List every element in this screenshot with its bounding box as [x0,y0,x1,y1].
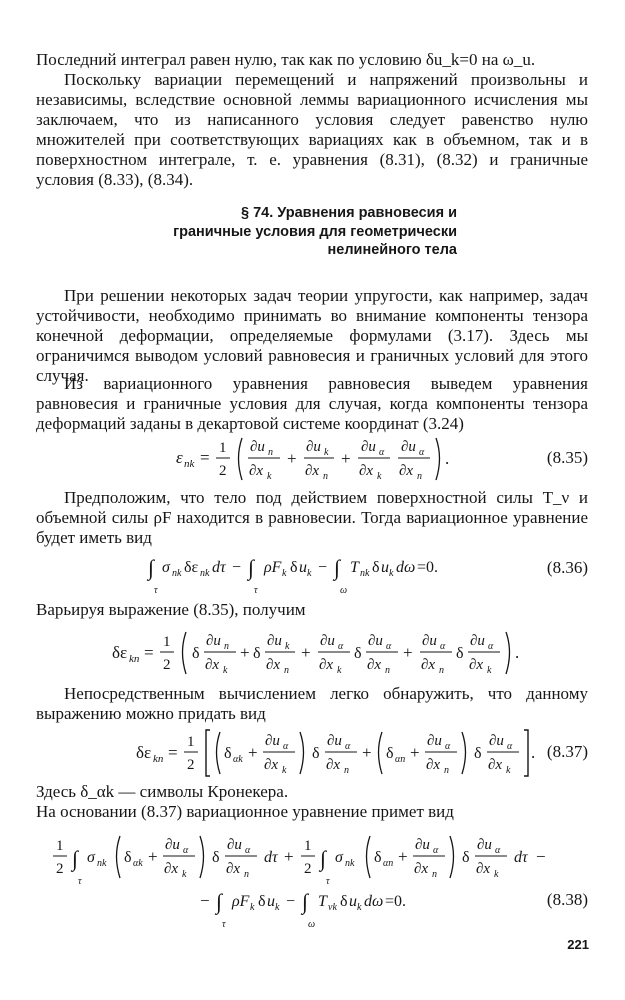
svg-text:αn: αn [383,858,394,869]
svg-text:+: + [403,643,413,662]
svg-text:−: − [286,893,296,910]
svg-text:=: = [200,448,210,467]
paragraph-8 [36,782,588,802]
svg-text:u: u [267,893,275,910]
svg-text:∂u: ∂u [368,633,383,649]
paragraph-4 [36,374,588,434]
svg-text:∂x: ∂x [414,861,429,877]
svg-text:∂u: ∂u [489,733,504,749]
equation-8-36 [36,548,588,598]
svg-text:k: k [182,869,187,880]
svg-text:1: 1 [304,838,312,854]
svg-text:∫: ∫ [72,846,79,871]
svg-text:+: + [362,743,372,762]
svg-text:α: α [433,845,439,856]
svg-text:∫: ∫ [248,555,255,580]
paragraph-9 [36,802,588,822]
svg-text:k: k [275,902,280,913]
svg-text:ρF: ρF [264,559,282,576]
svg-text:α: α [386,641,392,652]
svg-text:τ: τ [326,876,330,887]
para4-text: Из вариационного уравнения равновесия выведем уравнения равновесия и граничные условия для случая, когда компоненты тензора деформаций заданы в декартовой системе координат (3.24) [36,374,588,433]
svg-text:δ: δ [340,893,348,910]
svg-text:u: u [381,559,389,576]
svg-text:νk: νk [328,902,337,913]
svg-text:2: 2 [219,463,227,479]
svg-text:∂u: ∂u [320,633,335,649]
svg-text:k: k [377,471,382,482]
svg-text:δ: δ [372,559,380,576]
svg-text:ω: ω [340,585,348,596]
svg-text:∂x: ∂x [164,861,179,877]
svg-text:α: α [488,641,494,652]
svg-text:n: n [432,869,437,880]
equation-8-37-number: (8.37) [546,742,588,761]
svg-text:τ: τ [222,919,226,930]
svg-text:∫: ∫ [302,889,309,914]
para3-text: При решении некоторых задач теории упругости, как например, задач устойчивости, необходимо принимать во внимание компоненты тензора конечной деформации, определяемые формулами (3.17). Здесь мы ограничимся выводом условий равновесия и граничных условий для этого случая. [36,286,588,385]
svg-text:n: n [244,869,249,880]
svg-text:dτ: dτ [264,849,278,866]
equation-variation [36,624,588,674]
svg-text:∂u: ∂u [477,837,492,853]
svg-text:n: n [268,447,273,458]
svg-text:k: k [282,765,287,776]
svg-text:σ: σ [335,849,343,866]
paragraph-2 [36,70,588,190]
svg-text:=0.: =0. [385,893,407,910]
svg-text:T: T [350,559,359,576]
equation-8-38-line-2 [36,882,588,932]
svg-text:.: . [531,743,536,762]
svg-text:∂x: ∂x [266,657,281,673]
svg-text:k: k [389,568,394,579]
equation-8-36-number: (8.36) [546,558,588,577]
svg-text:∂x: ∂x [205,657,220,673]
svg-text:n: n [385,665,390,676]
svg-text:2: 2 [187,757,195,773]
para2-text: Поскольку вариации перемещений и напряжений произвольны и независимы, вследствие основной леммы вариационного исчисления мы заключаем, что из написанного условия следует равенство нулю множителей при соответствующих вариациях как в объемном, так и в поверхностном интеграле, т. е. уравнения (8.31), (8.32) и граничные условия (8.33), (8.34). [36,70,588,189]
svg-text:δ: δ [474,745,482,762]
svg-text:∂u: ∂u [206,633,221,649]
svg-text:∂u: ∂u [422,633,437,649]
svg-text:δ: δ [258,893,266,910]
svg-text:1: 1 [219,440,227,456]
svg-text:∂x: ∂x [399,463,414,479]
svg-text:1: 1 [187,734,195,750]
para8-text: Здесь δ_αk — символы Кронекера. [36,782,289,801]
svg-text:∂x: ∂x [367,657,382,673]
svg-text:∂u: ∂u [427,733,442,749]
svg-text:∂x: ∂x [426,757,441,773]
svg-text:∂u: ∂u [227,837,242,853]
equation-8-35-formula [36,430,506,486]
svg-text:τ: τ [78,876,82,887]
equation-8-37-formula [36,724,536,780]
svg-text:.: . [515,643,520,662]
svg-text:n: n [323,471,328,482]
svg-text:α: α [183,845,189,856]
svg-text:δε: δε [184,559,199,576]
svg-text:δ: δ [462,849,470,866]
svg-text:dω: dω [364,893,384,910]
svg-text:=: = [168,743,178,762]
svg-text:δ: δ [224,745,232,762]
svg-text:−: − [232,559,242,576]
svg-text:n: n [439,665,444,676]
svg-text:δ: δ [290,559,298,576]
svg-text:∂x: ∂x [421,657,436,673]
svg-text:∫: ∫ [320,846,327,871]
svg-text:+: + [284,847,294,866]
page-number: 221 [567,937,589,952]
svg-text:∂x: ∂x [264,757,279,773]
svg-text:nk: nk [172,568,182,579]
svg-text:=0.: =0. [417,559,439,576]
svg-text:k: k [506,765,511,776]
para6-text: Варьируя выражение (8.35), получим [36,600,306,619]
svg-text:δ: δ [312,745,320,762]
svg-text:α: α [338,641,344,652]
svg-text:nk: nk [200,568,210,579]
svg-text:∂u: ∂u [401,439,416,455]
svg-text:+: + [410,743,420,762]
svg-text:T: T [318,893,327,910]
paragraph-3 [36,286,588,386]
svg-text:ρF: ρF [232,893,250,910]
svg-text:δ: δ [253,645,261,662]
svg-text:nk: nk [97,858,107,869]
svg-text:∂x: ∂x [326,757,341,773]
svg-text:=: = [144,643,154,662]
svg-text:n: n [344,765,349,776]
svg-text:2: 2 [163,657,171,673]
svg-text:∂u: ∂u [415,837,430,853]
svg-text:τ: τ [254,585,258,596]
svg-text:δ: δ [354,645,362,662]
svg-text:k: k [494,869,499,880]
paragraph-6 [36,600,588,620]
svg-text:∂x: ∂x [226,861,241,877]
svg-text:∂x: ∂x [249,463,264,479]
svg-text:1: 1 [163,634,171,650]
svg-text:∂u: ∂u [470,633,485,649]
svg-text:αk: αk [133,858,143,869]
svg-text:k: k [285,641,290,652]
svg-text:+: + [240,643,250,662]
svg-text:2: 2 [56,861,64,877]
svg-text:α: α [445,741,451,752]
section-heading: § 74. Уравнения равновесия и граничные условия для геометрически нелинейного тела [173,205,457,258]
svg-text:∂u: ∂u [265,733,280,749]
svg-text:∂x: ∂x [319,657,334,673]
svg-text:k: k [223,665,228,676]
svg-text:k: k [487,665,492,676]
svg-text:∫: ∫ [148,555,155,580]
svg-text:k: k [337,665,342,676]
svg-text:α: α [507,741,513,752]
svg-text:τ: τ [154,585,158,596]
svg-text:k: k [282,568,287,579]
paragraph-5 [36,488,588,548]
svg-text:∂x: ∂x [359,463,374,479]
para9-text: На основании (8.37) вариационное уравнение примет вид [36,802,454,821]
svg-text:+: + [248,743,258,762]
svg-text:δ: δ [386,745,394,762]
svg-text:dτ: dτ [212,559,226,576]
equation-8-38-number: (8.38) [546,890,588,909]
equation-8-36-formula [36,548,506,598]
svg-text:.: . [445,449,450,468]
svg-text:+: + [301,643,311,662]
svg-text:∂u: ∂u [267,633,282,649]
equation-8-38-line-1 [36,828,588,887]
svg-text:nk: nk [184,458,195,470]
svg-text:kn: kn [129,653,140,665]
svg-text:1: 1 [56,838,64,854]
svg-text:k: k [267,471,272,482]
svg-text:σ: σ [87,849,95,866]
svg-text:+: + [148,847,158,866]
svg-text:∫: ∫ [334,555,341,580]
svg-text:δε: δε [136,743,152,762]
svg-text:σ: σ [162,559,170,576]
svg-text:k: k [357,902,362,913]
equation-8-37 [36,724,588,774]
svg-text:u: u [349,893,357,910]
para1-text: Последний интеграл равен нулю, так как по условию δu_k=0 на ω_u. [36,50,536,69]
equation-8-35 [36,430,588,480]
svg-text:nk: nk [345,858,355,869]
svg-text:∂x: ∂x [469,657,484,673]
svg-text:∂x: ∂x [305,463,320,479]
svg-text:α: α [283,741,289,752]
paragraph-1 [36,50,588,70]
svg-text:δ: δ [192,645,200,662]
svg-text:∂x: ∂x [488,757,503,773]
svg-text:−: − [200,891,210,910]
svg-text:α: α [379,447,385,458]
svg-text:n: n [224,641,229,652]
svg-text:+: + [341,449,351,468]
svg-text:dω: dω [396,559,416,576]
svg-text:n: n [284,665,289,676]
svg-text:α: α [495,845,501,856]
svg-text:∂u: ∂u [165,837,180,853]
svg-text:nk: nk [360,568,370,579]
svg-text:dτ: dτ [514,849,528,866]
equation-8-38-line-1-formula [36,828,588,888]
svg-text:−: − [536,847,546,866]
svg-text:k: k [250,902,255,913]
paragraph-7 [36,684,588,724]
svg-text:k: k [324,447,329,458]
svg-text:δ: δ [456,645,464,662]
equation-variation-formula [36,624,588,680]
svg-text:n: n [444,765,449,776]
svg-text:αk: αk [233,754,243,765]
svg-text:+: + [398,847,408,866]
svg-text:n: n [417,471,422,482]
svg-text:δ: δ [212,849,220,866]
svg-text:k: k [307,568,312,579]
svg-text:∫: ∫ [216,889,223,914]
svg-text:α: α [440,641,446,652]
equation-8-35-number: (8.35) [546,448,588,467]
svg-text:α: α [419,447,425,458]
para7-text: Непосредственным вычислением легко обнаружить, что данному выражению можно придать вид [36,684,588,723]
equation-8-38-line-2-formula [36,882,506,932]
svg-text:kn: kn [153,753,164,765]
svg-text:∂u: ∂u [361,439,376,455]
svg-text:2: 2 [304,861,312,877]
svg-text:α: α [245,845,251,856]
para5-text: Предположим, что тело под действием поверхностной силы T_ν и объемной силы ρF находится в равновесии. Тогда вариационное уравнение будет иметь вид [36,488,588,547]
svg-text:∂u: ∂u [327,733,342,749]
svg-text:ε: ε [176,448,183,467]
svg-text:δ: δ [124,849,132,866]
svg-text:+: + [287,449,297,468]
svg-text:u: u [299,559,307,576]
svg-text:δε: δε [112,643,128,662]
svg-text:∂u: ∂u [306,439,321,455]
svg-text:αn: αn [395,754,406,765]
svg-text:∂u: ∂u [250,439,265,455]
svg-text:δ: δ [374,849,382,866]
svg-text:ω: ω [308,919,316,930]
svg-text:∂x: ∂x [476,861,491,877]
svg-text:−: − [318,559,328,576]
svg-text:α: α [345,741,351,752]
